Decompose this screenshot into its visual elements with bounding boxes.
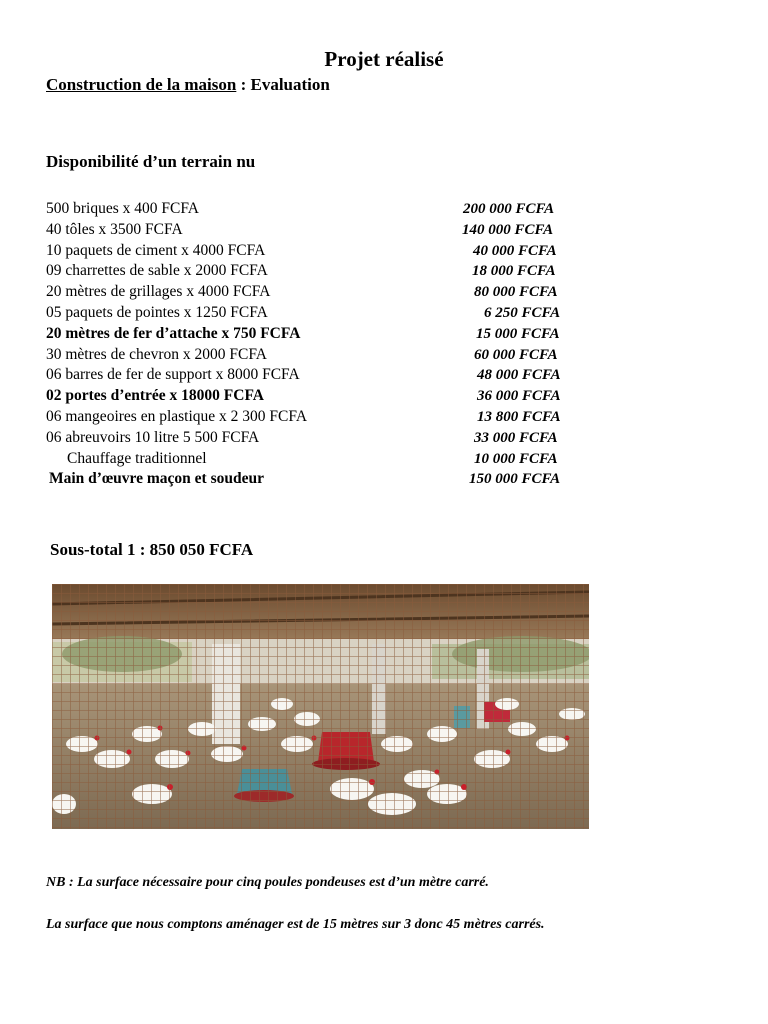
cost-item [0, 428, 768, 449]
cost-item [0, 241, 768, 262]
cost-item-amount: 60 000 FCFA [474, 346, 558, 363]
cost-item [0, 199, 768, 220]
cost-item-label: 06 mangeoires en plastique x 2 300 FCFA [46, 407, 308, 425]
cost-item-amount: 33 000 FCFA [474, 429, 558, 446]
cost-item-amount: 36 000 FCFA [477, 388, 561, 405]
cost-item [0, 449, 768, 470]
cost-item-label: 02 portes d’entrée x 18000 FCFA [46, 387, 264, 405]
cost-item [0, 407, 768, 428]
subtotal: Sous-total 1 : 850 050 FCFA [50, 540, 254, 559]
cost-item-label: Main d’œuvre maçon et soudeur [49, 470, 264, 488]
cost-item-label: 20 mètres de grillages x 4000 FCFA [46, 283, 271, 301]
cost-item-amount: 200 000 FCFA [463, 201, 555, 217]
cost-item [0, 324, 768, 345]
cost-item [0, 365, 768, 386]
section-heading: Disponibilité d’un terrain nu [46, 152, 256, 171]
cost-item-label: 05 paquets de pointes x 1250 FCFA [46, 303, 268, 321]
cost-item-amount: 80 000 FCFA [474, 284, 558, 301]
cost-item-label: 06 abreuvoirs 10 litre 5 500 FCFA [46, 428, 260, 446]
surface-note: La surface que nous comptons aménager est de 15 mètres sur 3 donc 45 mètres carrés. [46, 917, 545, 932]
cost-item [0, 261, 768, 282]
subtitle-underlined: Construction de la maison [46, 75, 237, 94]
cost-item [0, 282, 768, 303]
cost-item-amount: 140 000 FCFA [462, 221, 554, 238]
cost-item-label: 500 briques x 400 FCFA [46, 200, 200, 217]
cost-item-amount: 48 000 FCFA [477, 367, 561, 384]
cost-item-label: 30 mètres de chevron x 2000 FCFA [46, 345, 267, 363]
cost-item [0, 386, 768, 407]
cost-item-amount: 15 000 FCFA [476, 325, 560, 342]
cost-item [0, 303, 768, 324]
cost-item-amount: 10 000 FCFA [474, 450, 558, 467]
section-subtitle [46, 75, 330, 95]
cost-item-label: 10 paquets de ciment x 4000 FCFA [46, 241, 266, 259]
page-title: Projet réalisé [324, 47, 444, 71]
cost-item [0, 345, 768, 366]
cost-list [0, 199, 768, 490]
cost-item-label: 20 mètres de fer d’attache x 750 FCFA [46, 324, 301, 342]
cost-item-label: 06 barres de fer de support x 8000 FCFA [46, 366, 300, 384]
chicken-coop-photo [52, 584, 589, 829]
cost-item-amount: 18 000 FCFA [472, 263, 556, 280]
cost-item [0, 469, 768, 490]
cost-item-label: 40 tôles x 3500 FCFA [46, 220, 183, 238]
cost-item-amount: 150 000 FCFA [469, 471, 561, 488]
subtitle-rest: : Evaluation [236, 75, 330, 94]
cost-item-amount: 13 800 FCFA [477, 408, 561, 425]
nb-note: NB : La surface nécessaire pour cinq poules pondeuses est d’un mètre carré. [46, 875, 489, 890]
cost-item-amount: 6 250 FCFA [484, 304, 561, 321]
cost-item-label: Chauffage traditionnel [67, 449, 207, 467]
cost-item [0, 220, 768, 241]
cost-item-amount: 40 000 FCFA [473, 242, 557, 259]
cost-item-label: 09 charrettes de sable x 2000 FCFA [46, 262, 268, 280]
